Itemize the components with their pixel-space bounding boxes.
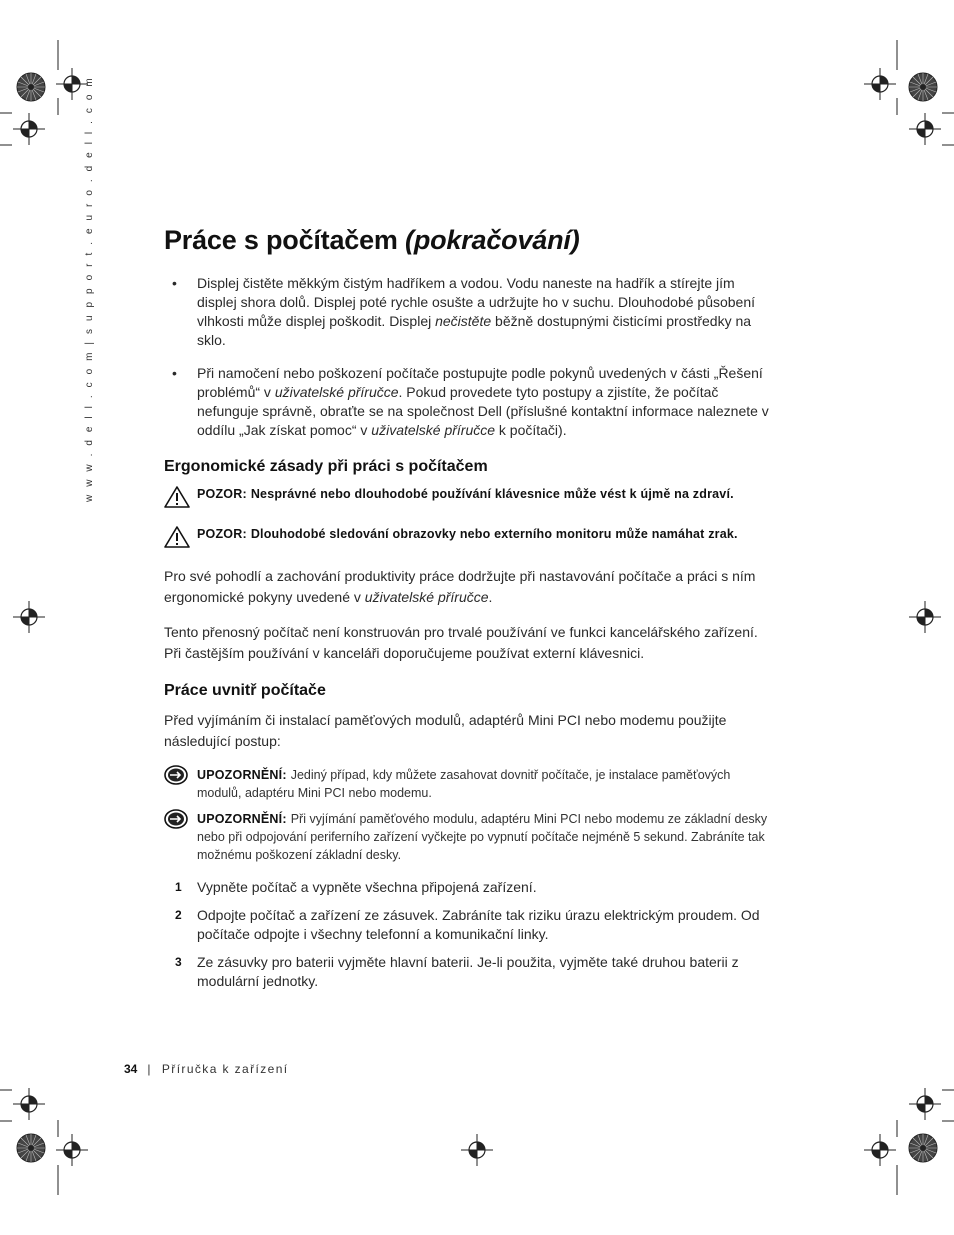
list-item (164, 878, 776, 897)
paragraph: Před vyjímáním či instalací paměťových modulů, adaptérů Mini PCI nebo modemu použijte následující postup: (164, 712, 727, 749)
bullet-text: . Pokud provedete tyto postupy a zjistíte, že počítač nefunguje správně, obraťte se na společnost Dell (příslušné kontaktní informace naleznete v oddílu „Jak získat pomoc“ v (197, 384, 769, 438)
section-heading-inside-computer: Práce uvnitř počítače (164, 682, 326, 699)
paragraph: Tento přenosný počítač není konstruován pro trvalé používání ve funkci kancelářského zařízení. Při častějším používání v kanceláři doporučujeme používat externí klávesnici. (164, 624, 758, 661)
page-content (164, 220, 776, 1000)
warning-label: POZOR: (197, 487, 247, 501)
steps-list (164, 878, 776, 991)
caution-notice-icon (164, 765, 188, 785)
page-title (164, 220, 776, 260)
paragraph-text: Pro své pohodlí a zachování produktivity práce dodržujte při nastavování počítače a práci s ním ergonomické pokyny uvedené v (164, 568, 756, 605)
title-italic: (pokračování) (405, 225, 580, 255)
page-footer (124, 1062, 289, 1076)
footer-separator: | (147, 1062, 152, 1076)
page-number: 34 (124, 1062, 138, 1076)
warning-text: Dlouhodobé sledování obrazovky nebo externího monitoru může namáhat zrak. (250, 527, 738, 541)
step-text: Odpojte počítač a zařízení ze zásuvek. Zabráníte tak riziku úrazu elektrickým proudem. Od počítače odpojte i všechny telefonní a komunikační linky. (197, 907, 760, 942)
footer-label: Příručka k zařízení (161, 1062, 289, 1076)
bullet-text: běžně dostupnými čisticími prostředky na sklo. (197, 313, 752, 348)
caution-notice (164, 810, 776, 864)
list-item (164, 274, 776, 350)
bullet-emphasis: uživatelské příručce (371, 422, 496, 438)
warning-notice (164, 526, 776, 556)
warning-triangle-icon (164, 526, 190, 548)
caution-notice-icon (164, 809, 188, 829)
caution-label: UPOZORNĚNÍ: (197, 768, 287, 782)
paragraph-emphasis: uživatelské příručce (364, 589, 489, 605)
caution-notice (164, 766, 776, 802)
warning-text: Nesprávné nebo dlouhodobé používání klávesnice může vést k újmě na zdraví. (250, 487, 734, 501)
paragraph-text: . (488, 589, 493, 605)
bullet-text: Při namočení nebo poškození počítače postupujte podle pokynů uvedených v části „Řešení problémů“ v (197, 365, 763, 400)
list-item (164, 364, 776, 440)
side-url: w w w . d e l l . c o m | s u p p o r t . e u r o . d e l l . c o m (84, 75, 95, 502)
step-number: 3 (175, 955, 182, 969)
bullet-text: k počítači). (495, 422, 567, 438)
list-item (164, 906, 776, 944)
bullet-list (164, 274, 776, 440)
bullet-text: Displej čistěte měkkým čistým hadříkem a vodou. Vodu naneste na hadřík a stírejte jím displej shora dolů. Displej poté rychle osušte a udržujte ho v suchu. Dlouhodobé působení vlhkosti může displej poškodit. Displej (197, 275, 756, 329)
warning-label: POZOR: (197, 527, 247, 541)
bullet-emphasis: nečistěte (435, 313, 492, 329)
step-text: Ze zásuvky pro baterii vyjměte hlavní baterii. Je-li použita, vyjměte také druhou baterii z modulární jednotky. (197, 954, 739, 989)
caution-text: Jediný případ, kdy můžete zasahovat dovnitř počítače, je instalace paměťových modulů, adaptéru Mini PCI nebo modemu. (197, 768, 731, 800)
step-number: 1 (175, 880, 182, 894)
step-number: 2 (175, 908, 182, 922)
caution-text: Při vyjímání paměťového modulu, adaptéru Mini PCI nebo modemu ze základní desky nebo při odpojování periferního zařízení vyčkejte po vypnutí počítače nejméně 5 sekund. Zabráníte tak možnému poškození základní desky. (197, 812, 768, 862)
warning-notice (164, 486, 776, 516)
step-text: Vypněte počítač a vypněte všechna připojená zařízení. (197, 879, 537, 895)
bullet-emphasis: uživatelské příručce (274, 384, 399, 400)
caution-label: UPOZORNĚNÍ: (197, 812, 287, 826)
warning-triangle-icon (164, 486, 190, 508)
title-main: Práce s počítačem (164, 225, 406, 255)
paragraph (164, 566, 776, 608)
list-item (164, 953, 776, 991)
section-heading-ergonomics: Ergonomické zásady při práci s počítačem (164, 458, 488, 475)
